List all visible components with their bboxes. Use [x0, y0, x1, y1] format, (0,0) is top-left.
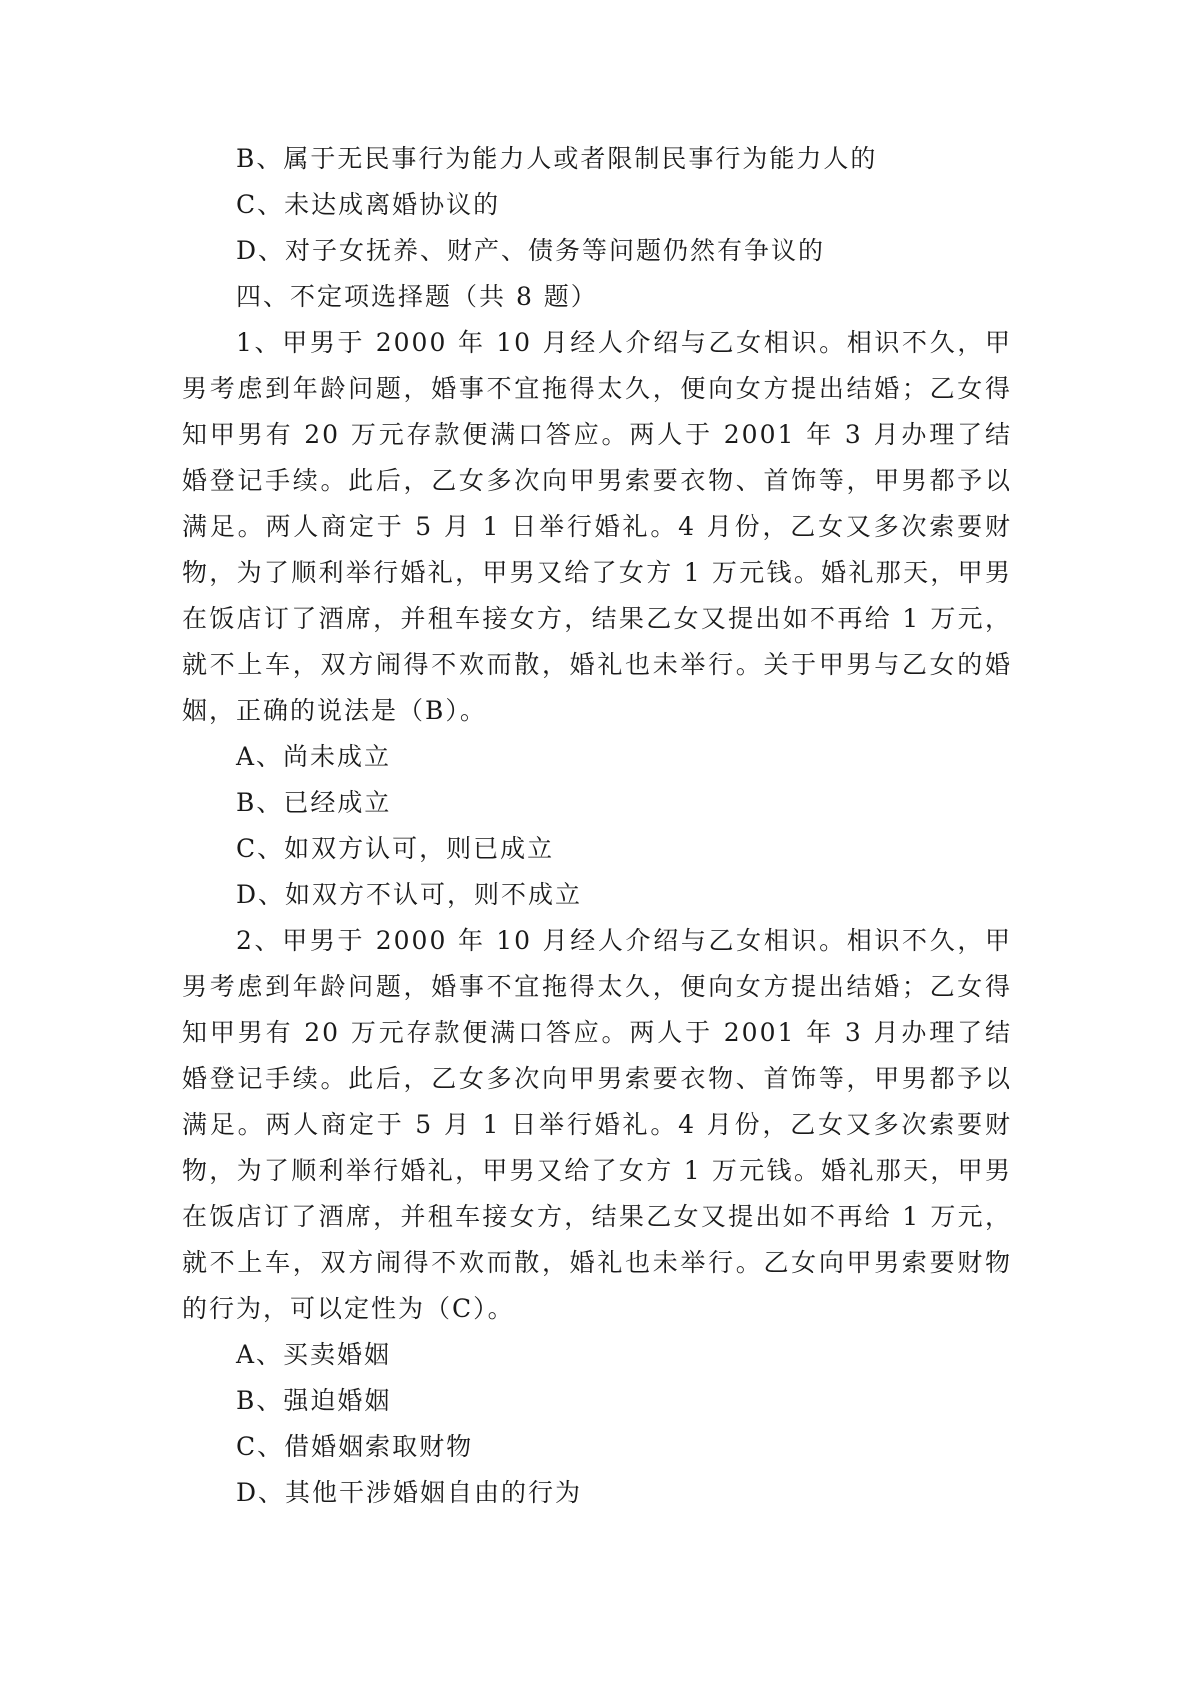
- question-2-text: 2、甲男于 2000 年 10 月经人介绍与乙女相识。相识不久，甲男考虑到年龄问题，婚事不宜拖得太久，便向女方提出结婚；乙女得知甲男有 20 万元存款便满口答应。两人于 2001 年 3 月办理了结婚登记手续。此后，乙女多次向甲男索要衣物、首饰等，甲男都予以满足。两人商定于 5 月 1 日举行婚礼。4 月份，乙女又多次索要财物，为了顺利举行婚礼，甲男又给了女方 1 万元钱。婚礼那天，甲男在饭店订了酒席，并租车接女方，结果乙女又提出如不再给 1 万元，就不上车，双方闹得不欢而散，婚礼也未举行。乙女向甲男索要财物的行为，可以定性为（C）。: [182, 926, 1012, 1323]
- question-1-option-a: A、尚未成立: [236, 742, 392, 771]
- option-b-prev: B、属于无民事行为能力人或者限制民事行为能力人的: [236, 144, 878, 173]
- question-1-option-d: D、如双方不认可，则不成立: [236, 880, 583, 909]
- option-c-prev: C、未达成离婚协议的: [236, 190, 501, 219]
- question-2-option-a: A、买卖婚姻: [236, 1340, 392, 1369]
- option-d-prev: D、对子女抚养、财产、债务等问题仍然有争议的: [236, 236, 826, 265]
- section-heading: 四、不定项选择题（共 8 题）: [236, 282, 598, 311]
- question-1-option-c: C、如双方认可，则已成立: [236, 834, 555, 863]
- question-2-option-c: C、借婚姻索取财物: [236, 1432, 474, 1461]
- question-2-option-b: B、强迫婚姻: [236, 1386, 392, 1415]
- question-1-option-b: B、已经成立: [236, 788, 392, 817]
- question-2-option-d: D、其他干涉婚姻自由的行为: [236, 1478, 583, 1507]
- document-body: [182, 136, 1012, 1516]
- question-1-text: 1、甲男于 2000 年 10 月经人介绍与乙女相识。相识不久，甲男考虑到年龄问题，婚事不宜拖得太久，便向女方提出结婚；乙女得知甲男有 20 万元存款便满口答应。两人于 2001 年 3 月办理了结婚登记手续。此后，乙女多次向甲男索要衣物、首饰等，甲男都予以满足。两人商定于 5 月 1 日举行婚礼。4 月份，乙女又多次索要财物，为了顺利举行婚礼，甲男又给了女方 1 万元钱。婚礼那天，甲男在饭店订了酒席，并租车接女方，结果乙女又提出如不再给 1 万元，就不上车，双方闹得不欢而散，婚礼也未举行。关于甲男与乙女的婚姻，正确的说法是（B）。: [182, 328, 1012, 725]
